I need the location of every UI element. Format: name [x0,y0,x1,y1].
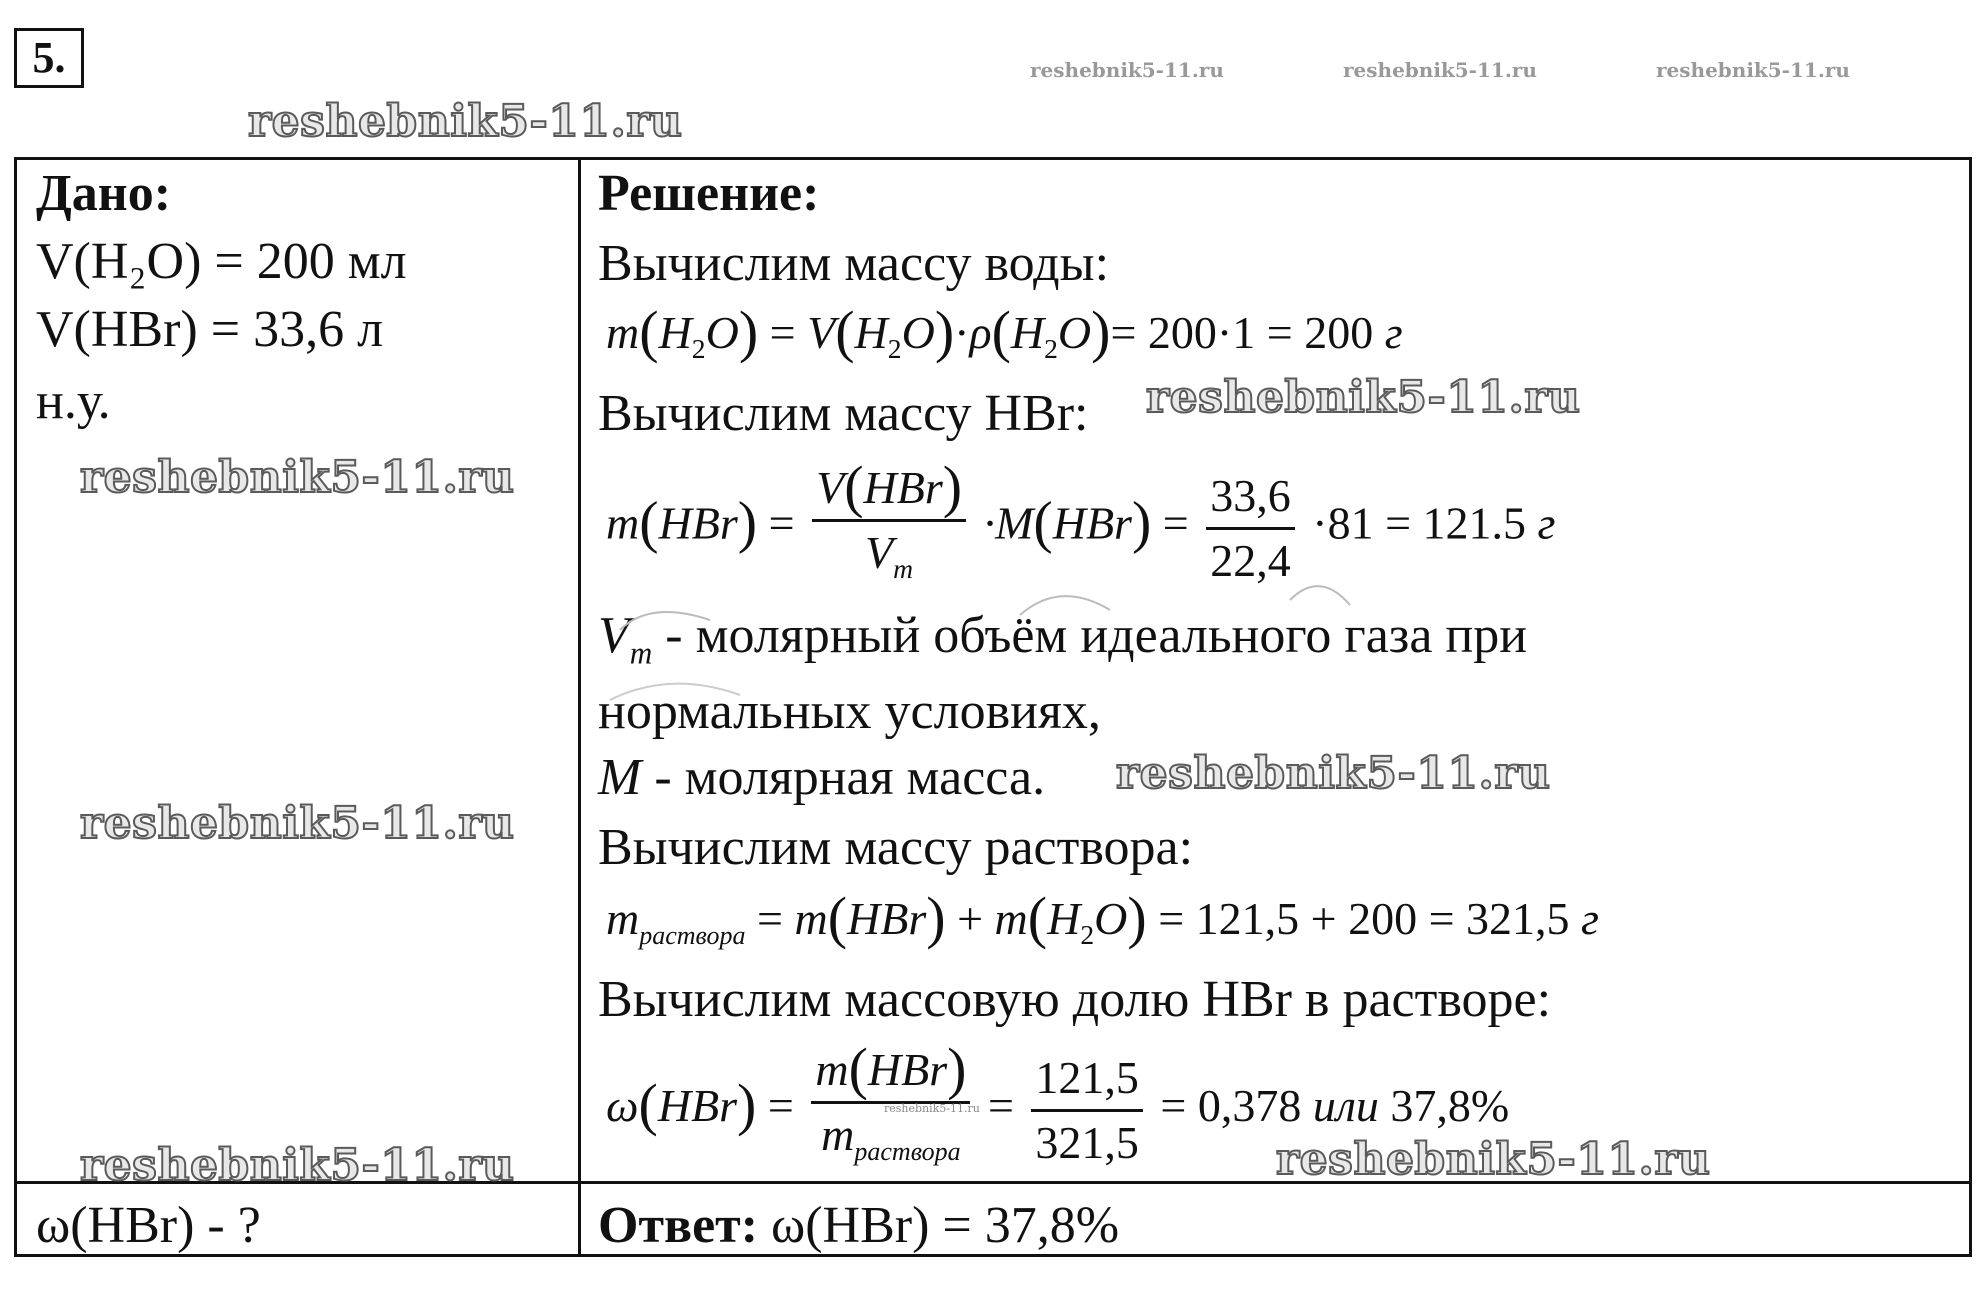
equation-water-mass: $m(H_2O) = V(H_2O)\cdot\rho(H_2O)= 200\cdot 1 = 200$ г [606,299,1403,365]
step-water-mass: Вычислим массу воды: [598,235,1110,292]
fraction-numeric-ratio: $\frac{121,5}{321,5}$ [1031,1047,1143,1174]
find-line: ω(HBr) - ? [36,1197,261,1254]
step-hbr-mass: Вычислим массу HBr: [598,385,1089,442]
watermark-right-2: reshebnik5-11.ru [1116,748,1551,799]
equation-solution-mass: $m_{раствора} = m(HBr) + m(H_2O) = 121,5 + 200 = 321,5$ г [606,885,1599,951]
watermark-top-2: reshebnik5-11.ru [1343,58,1537,82]
watermark-right-1: reshebnik5-11.ru [1146,372,1581,423]
given-line-hbr-volume: V(HBr) = 33,6 л [36,301,384,358]
answer-line: Ответ: ω(HBr) = 37,8% [598,1197,1120,1254]
column-divider [578,157,581,1257]
watermark-top-3: reshebnik5-11.ru [1656,58,1850,82]
fraction-volume-ratio: $\frac{\text{V(HBr)}}{V_m}$ [812,456,966,600]
given-header: Дано: [36,165,172,222]
watermark-right-3: reshebnik5-11.ru [1276,1134,1711,1185]
solution-header: Решение: [598,165,820,222]
given-line-water-volume: V(H₂O) = 200 мл [36,233,407,290]
note-molar-mass: M - молярная масса. [598,749,1046,806]
note-normal-conditions: нормальных условиях, [598,683,1101,740]
watermark-header: reshebnik5-11.ru [248,96,683,147]
watermark-left-2: reshebnik5-11.ru [80,798,515,849]
given-line-conditions: н.у. [36,373,111,430]
fraction-mass-ratio: $\frac{\text{m(HBr)}}{m_{раствора}}$ [811,1038,970,1183]
problem-number: 5. [14,28,84,88]
equation-mass-fraction: ω(HBr) = $\frac{\text{m(HBr)}}{m_{раствора}}$ = $\frac{121,5}{321,5}$ = 0,378 или 37,8% [606,1038,1509,1183]
watermark-tiny: reshebnik5-11.ru [884,1102,980,1115]
equation-hbr-mass: m(HBr) = $\frac{\text{V(HBr)}}{V_m}$ ·M(HBr) = $\frac{33,6}{22,4}$ ·81 = 121.5 г [606,456,1555,600]
note-molar-volume: $V_m$ - молярный объём идеального газа при [598,607,1528,671]
watermark-top-1: reshebnik5-11.ru [1030,58,1224,82]
step-solution-mass: Вычислим массу раствора: [598,819,1194,876]
watermark-left-1: reshebnik5-11.ru [80,452,515,503]
fraction-numeric: $\frac{33,6}{22,4}$ [1206,465,1295,592]
step-mass-fraction: Вычислим массовую долю HBr в растворе: [598,971,1552,1028]
watermark-left-3: reshebnik5-11.ru [80,1140,515,1191]
